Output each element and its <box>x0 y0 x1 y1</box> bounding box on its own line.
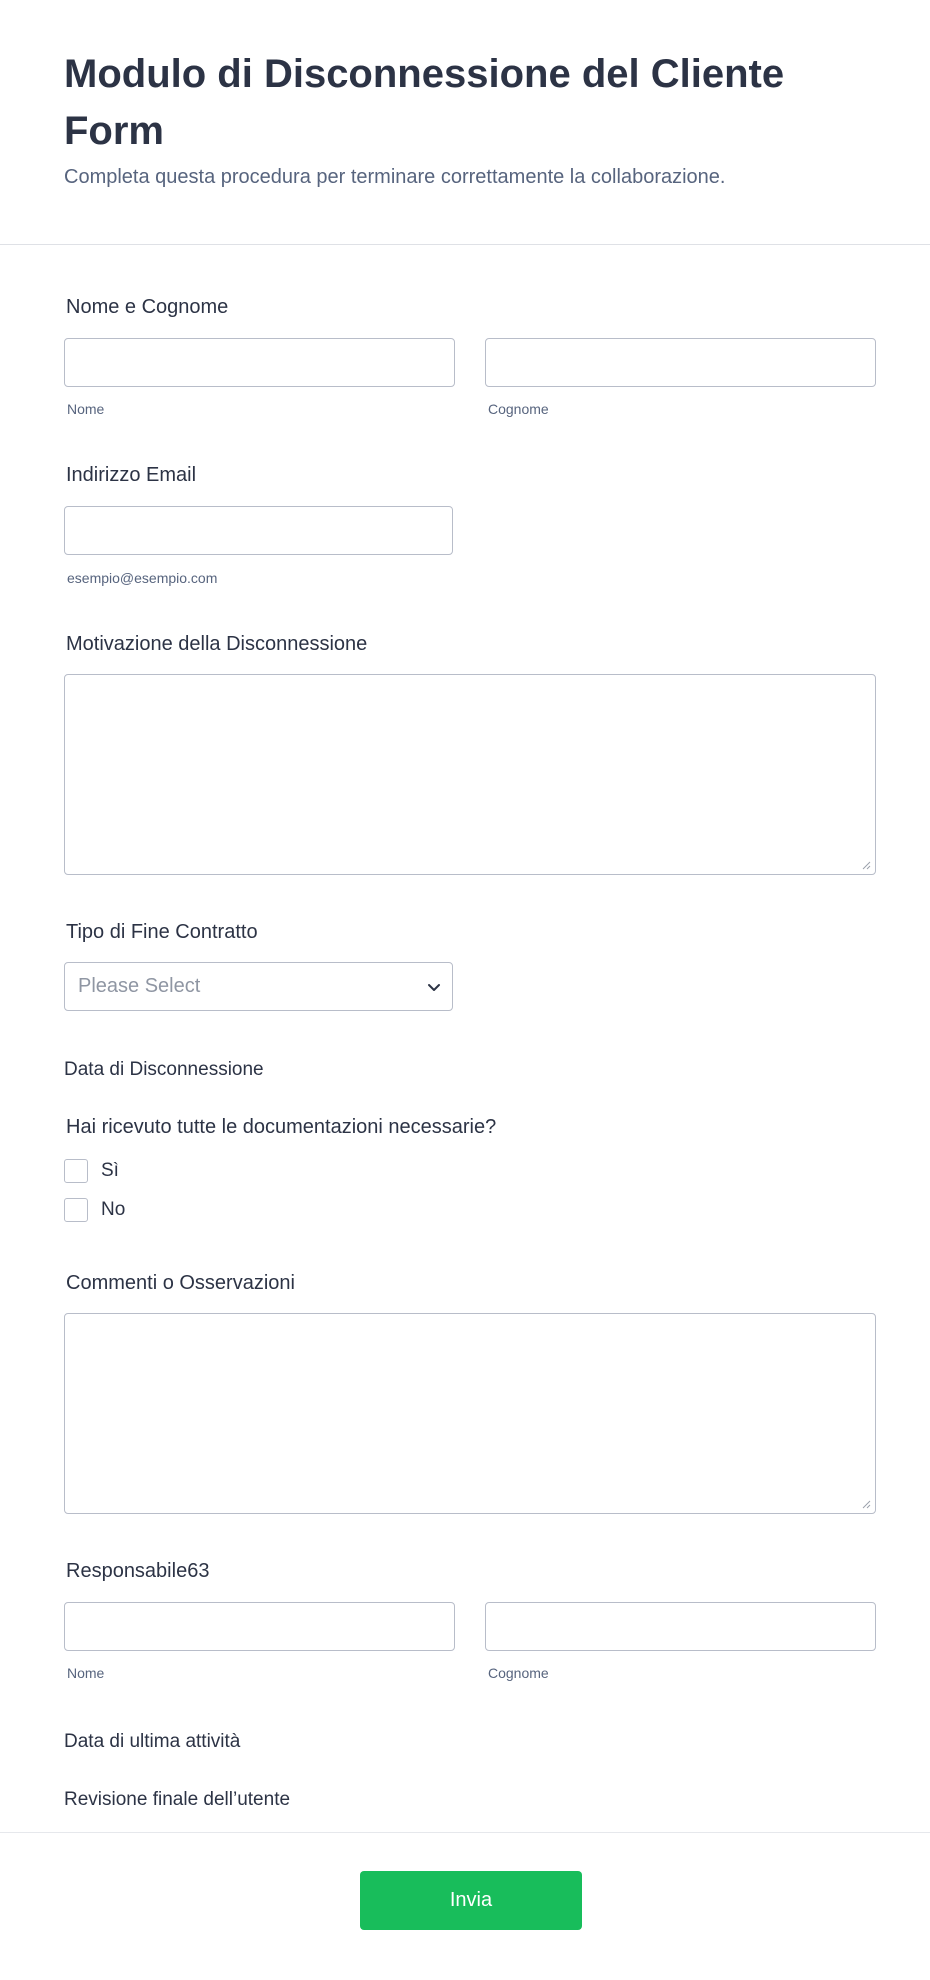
contract-end-label: Tipo di Fine Contratto <box>66 921 258 943</box>
checkbox-no[interactable] <box>64 1198 88 1222</box>
docs-received-label: Hai ricevuto tutte le documentazioni necessarie? <box>66 1116 497 1138</box>
option-yes-label: Sì <box>101 1160 119 1181</box>
email-sublabel: esempio@esempio.com <box>67 570 218 586</box>
last-name-input[interactable] <box>485 338 876 387</box>
disconnect-date-label: Data di Disconnessione <box>64 1059 264 1080</box>
submit-button[interactable]: Invia <box>360 1871 582 1930</box>
form-header <box>0 0 930 245</box>
last-name-sublabel: Cognome <box>488 401 549 417</box>
checkbox-yes[interactable] <box>64 1159 88 1183</box>
first-name-sublabel: Nome <box>67 401 105 417</box>
last-activity-date-label: Data di ultima attività <box>64 1731 241 1752</box>
page-title: Modulo di Disconnessione del Cliente Form <box>64 52 785 153</box>
manager-first-name-input[interactable] <box>64 1602 455 1651</box>
chevron-down-icon <box>426 979 442 995</box>
manager-label: Responsabile63 <box>66 1560 210 1582</box>
form-footer <box>0 1832 930 1980</box>
full-name-label: Nome e Cognome <box>66 296 229 318</box>
resize-grip-icon[interactable] <box>861 1499 871 1509</box>
final-review-label: Revisione finale dell’utente <box>64 1789 291 1810</box>
contract-end-placeholder: Please Select <box>78 975 201 997</box>
option-no-label: No <box>101 1199 126 1220</box>
email-label: Indirizzo Email <box>66 464 197 486</box>
reason-label: Motivazione della Disconnessione <box>66 633 368 655</box>
comments-textarea[interactable] <box>64 1313 876 1514</box>
manager-first-name-sublabel: Nome <box>67 1665 105 1681</box>
manager-last-name-input[interactable] <box>485 1602 876 1651</box>
resize-grip-icon[interactable] <box>861 860 871 870</box>
reason-textarea[interactable] <box>64 674 876 875</box>
manager-last-name-sublabel: Cognome <box>488 1665 549 1681</box>
first-name-input[interactable] <box>64 338 455 387</box>
email-field[interactable] <box>64 506 453 555</box>
contract-end-select[interactable] <box>64 962 453 1011</box>
comments-label: Commenti o Osservazioni <box>66 1272 295 1294</box>
page-subtitle: Completa questa procedura per terminare correttamente la collaborazione. <box>64 166 726 188</box>
